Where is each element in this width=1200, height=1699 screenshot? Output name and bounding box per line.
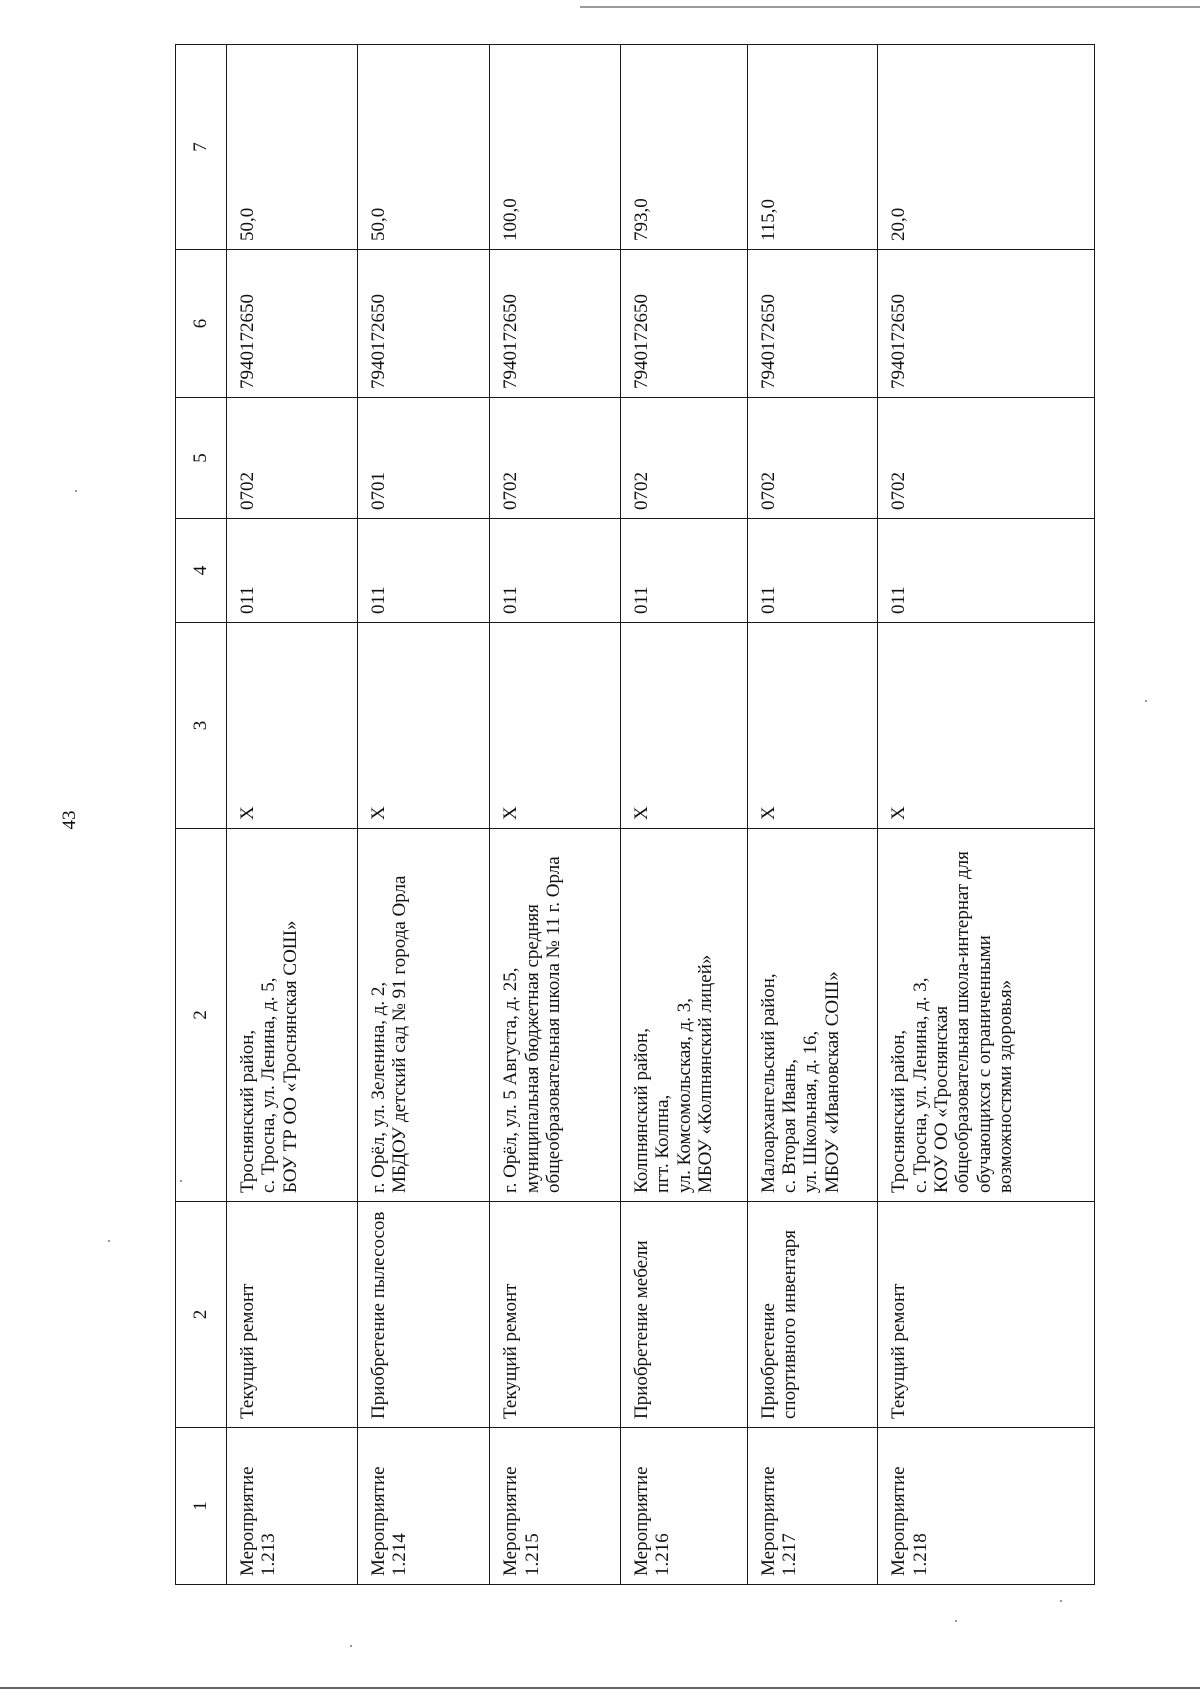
work-cell: Приобретение спортивного инвентаря bbox=[747, 1202, 878, 1428]
col5-cell: 0702 bbox=[621, 398, 748, 519]
header-cell-2a: 2 bbox=[176, 1202, 227, 1428]
col7-cell: 100,0 bbox=[490, 45, 621, 250]
object-cell: Колпнянский район, пгт. Колпна, ул. Комсомольская, д. 3, МБОУ «Колпнянский лицей» bbox=[621, 829, 748, 1202]
header-cell-4: 4 bbox=[176, 519, 227, 623]
col7-cell: 50,0 bbox=[227, 45, 358, 250]
table-row bbox=[878, 45, 1095, 1585]
col3-cell: Х bbox=[357, 623, 490, 829]
col5-cell: 0702 bbox=[227, 398, 358, 519]
col4-cell: 011 bbox=[621, 519, 748, 623]
col5-cell: 0702 bbox=[747, 398, 878, 519]
scan-speck bbox=[180, 1180, 182, 1182]
table-row bbox=[227, 45, 358, 1585]
table-row bbox=[490, 45, 621, 1585]
col7-cell: 20,0 bbox=[878, 45, 1095, 250]
scan-speck bbox=[1145, 700, 1147, 702]
col4-cell: 011 bbox=[747, 519, 878, 623]
col4-cell: 011 bbox=[490, 519, 621, 623]
col6-cell: 7940172650 bbox=[357, 250, 490, 398]
table-body bbox=[176, 45, 1095, 1585]
col7-cell: 115,0 bbox=[747, 45, 878, 250]
object-cell: г. Орёл, ул. Зеленина, д. 2, МБДОУ детский сад № 91 города Орла bbox=[357, 829, 490, 1202]
event-cell: Мероприятие 1.218 bbox=[878, 1428, 1095, 1585]
scan-speck bbox=[108, 1240, 110, 1242]
table-row bbox=[357, 45, 490, 1585]
col3-cell: Х bbox=[621, 623, 748, 829]
col4-cell: 011 bbox=[878, 519, 1095, 623]
col6-cell: 7940172650 bbox=[747, 250, 878, 398]
col4-cell: 011 bbox=[357, 519, 490, 623]
col6-cell: 7940172650 bbox=[227, 250, 358, 398]
header-cell-6: 6 bbox=[176, 250, 227, 398]
event-cell: Мероприятие 1.214 bbox=[357, 1428, 490, 1585]
header-row bbox=[176, 45, 227, 1585]
col6-cell: 7940172650 bbox=[621, 250, 748, 398]
scan-edge-bottom bbox=[0, 1687, 1200, 1689]
header-cell-5: 5 bbox=[176, 398, 227, 519]
header-cell-3: 3 bbox=[176, 623, 227, 829]
event-cell: Мероприятие 1.215 bbox=[490, 1428, 621, 1585]
col7-cell: 50,0 bbox=[357, 45, 490, 250]
object-cell: Троснянский район, с. Тросна, ул. Ленина, д. 5, БОУ ТР ОО «Троснянская СОШ» bbox=[227, 829, 358, 1202]
col3-cell: Х bbox=[490, 623, 621, 829]
col6-cell: 7940172650 bbox=[490, 250, 621, 398]
col3-cell: Х bbox=[878, 623, 1095, 829]
event-cell: Мероприятие 1.213 bbox=[227, 1428, 358, 1585]
col7-cell: 793,0 bbox=[621, 45, 748, 250]
col3-cell: Х bbox=[227, 623, 358, 829]
events-table bbox=[175, 44, 1095, 1585]
work-cell: Текущий ремонт bbox=[878, 1202, 1095, 1428]
scan-speck bbox=[350, 1645, 352, 1647]
scan-edge-top bbox=[580, 6, 1200, 8]
work-cell: Текущий ремонт bbox=[490, 1202, 621, 1428]
scan-speck bbox=[955, 1620, 957, 1622]
event-cell: Мероприятие 1.216 bbox=[621, 1428, 748, 1585]
rotated-table-container bbox=[175, 45, 1095, 1585]
header-cell-2b: 2 bbox=[176, 829, 227, 1202]
col5-cell: 0701 bbox=[357, 398, 490, 519]
col6-cell: 7940172650 bbox=[878, 250, 1095, 398]
object-cell: г. Орёл, ул. 5 Августа, д. 25, муниципальная бюджетная средняя общеобразовательная школа № 11 г. Орла bbox=[490, 829, 621, 1202]
col5-cell: 0702 bbox=[878, 398, 1095, 519]
object-cell: Троснянский район, с. Тросна, ул. Ленина, д. 3, КОУ ОО «Троснянская общеобразовательная школа-интернат для обучающихся с ограниченными возможностями здоровья» bbox=[878, 829, 1095, 1202]
work-cell: Приобретение пылесосов bbox=[357, 1202, 490, 1428]
col3-cell: Х bbox=[747, 623, 878, 829]
table-row bbox=[747, 45, 878, 1585]
table-row bbox=[621, 45, 748, 1585]
page-number: 43 bbox=[59, 810, 80, 830]
scan-speck bbox=[1060, 1600, 1062, 1602]
col5-cell: 0702 bbox=[490, 398, 621, 519]
col4-cell: 011 bbox=[227, 519, 358, 623]
work-cell: Приобретение мебели bbox=[621, 1202, 748, 1428]
header-cell-7: 7 bbox=[176, 45, 227, 250]
header-cell-1: 1 bbox=[176, 1428, 227, 1585]
object-cell: Малоархангельский район, с. Вторая Ивань, ул. Школьная, д. 16, МБОУ «Ивановская СОШ» bbox=[747, 829, 878, 1202]
event-cell: Мероприятие 1.217 bbox=[747, 1428, 878, 1585]
scan-speck bbox=[75, 490, 77, 492]
work-cell: Текущий ремонт bbox=[227, 1202, 358, 1428]
